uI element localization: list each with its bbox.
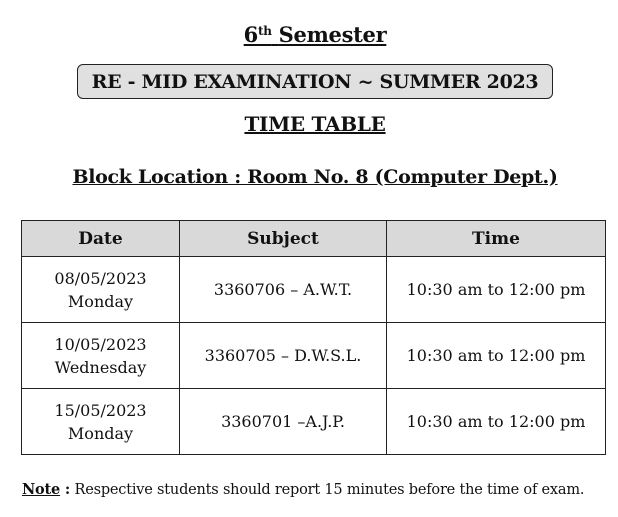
- column-header-time: Time: [387, 221, 606, 257]
- note-colon: :: [60, 481, 71, 498]
- timetable-title: TIME TABLE: [244, 112, 386, 136]
- time-cell: 10:30 am to 12:00 pm: [387, 389, 606, 455]
- day-value: Monday: [67, 423, 134, 443]
- time-cell: 10:30 am to 12:00 pm: [387, 257, 606, 323]
- semester-number: 6: [243, 22, 258, 47]
- date-value: 08/05/2023: [54, 268, 147, 288]
- table-row: [22, 389, 606, 455]
- table-row: [22, 257, 606, 323]
- subject-cell: 3360706 – A.W.T.: [180, 257, 387, 323]
- column-header-subject: Subject: [180, 221, 387, 257]
- semester-ordinal-suffix: th: [257, 24, 272, 38]
- note-label: Note: [22, 481, 61, 498]
- table-row: [22, 323, 606, 389]
- semester-word: Semester: [278, 22, 387, 47]
- exam-title: RE - MID EXAMINATION ~ SUMMER 2023: [91, 70, 539, 93]
- date-cell: [22, 323, 180, 389]
- time-cell: 10:30 am to 12:00 pm: [387, 323, 606, 389]
- day-value: Monday: [67, 291, 134, 311]
- block-location: Block Location : Room No. 8 (Computer Dept.): [72, 166, 558, 188]
- exam-title-box: [77, 64, 553, 99]
- date-value: 15/05/2023: [54, 400, 147, 420]
- note: [22, 481, 584, 498]
- day-value: Wednesday: [54, 357, 147, 377]
- date-cell: [22, 389, 180, 455]
- note-text: Respective students should report 15 minutes before the time of exam.: [70, 482, 585, 498]
- date-value: 10/05/2023: [54, 334, 147, 354]
- date-cell: [22, 257, 180, 323]
- subject-cell: 3360705 – D.W.S.L.: [180, 323, 387, 389]
- exam-timetable: [21, 220, 606, 455]
- semester-heading: [0, 22, 618, 47]
- subject-cell: 3360701 –A.J.P.: [180, 389, 387, 455]
- table-header-row: [22, 221, 606, 257]
- column-header-date: Date: [22, 221, 180, 257]
